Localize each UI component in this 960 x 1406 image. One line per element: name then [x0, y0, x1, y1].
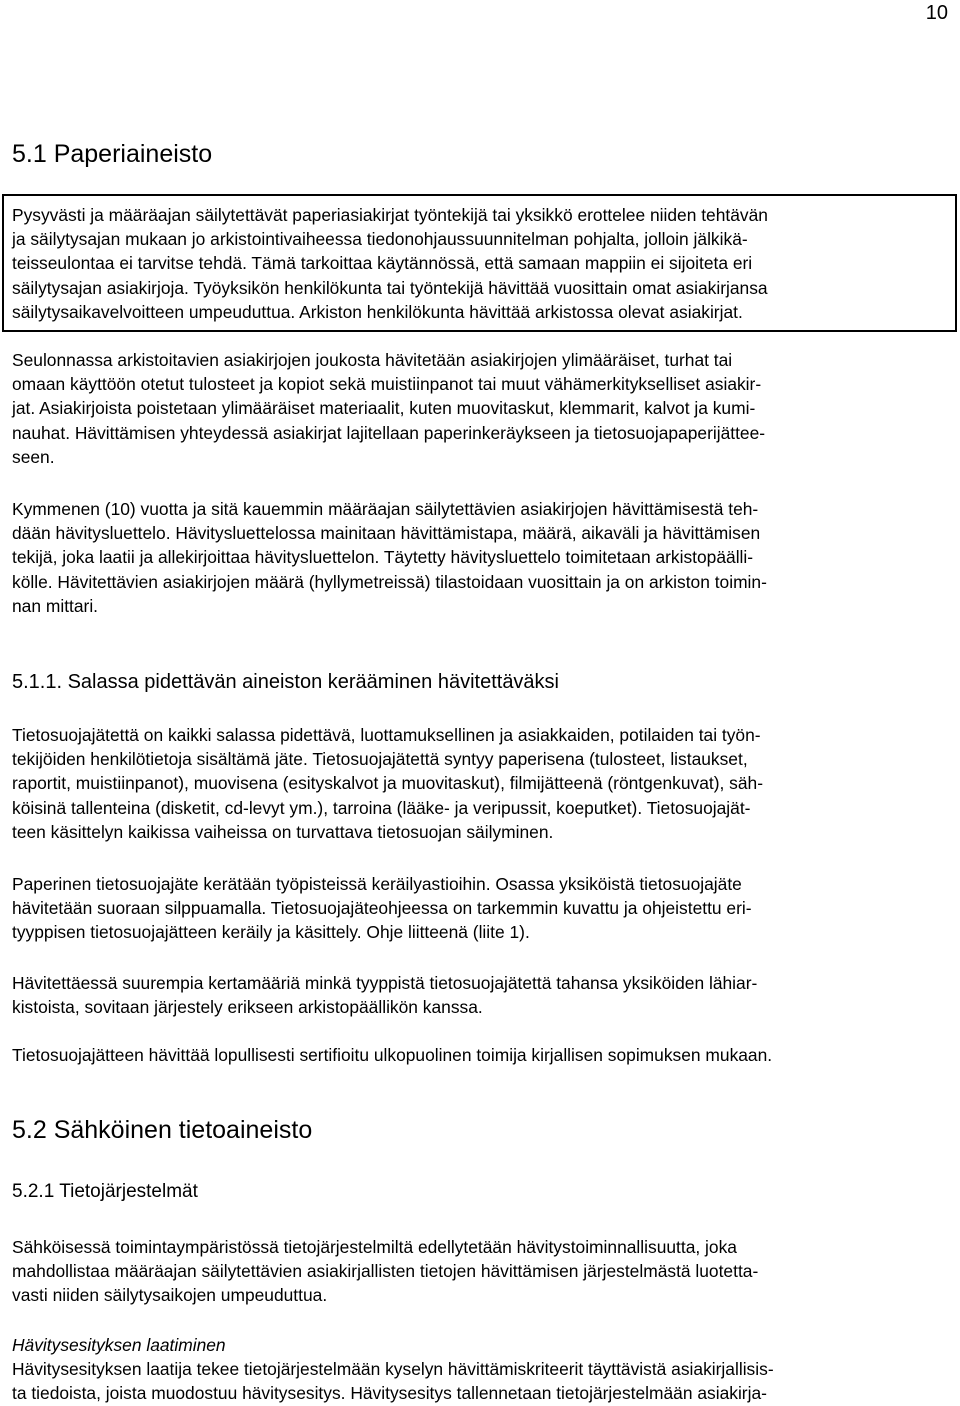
paragraph	[12, 497, 952, 618]
paragraph	[12, 1235, 952, 1308]
text-line: omaan käyttöön otetut tulosteet ja kopiot sekä muistiinpanot tai muut vähämerkitykselliset asiakir-	[12, 374, 762, 395]
page-number: 10	[925, 2, 948, 24]
text-line: teen käsittelyn kaikissa vaiheissa on turvattava tietosuojan säilyminen.	[12, 821, 554, 842]
paragraph	[12, 1043, 952, 1067]
text-line: Hävitysesityksen laatija tekee tietojärjestelmään kyselyn hävittämiskriteerit täyttävistä asiakirjallisis-	[12, 1359, 774, 1380]
text-line: nan mittari.	[12, 595, 99, 616]
boxed-paragraph	[12, 203, 952, 324]
text-line: mahdollistaa määräajan säilytettävien asiakirjallisten tietojen hävittämisen järjestelmästä luotetta-	[12, 1261, 759, 1282]
italic-subheading: Hävitysesityksen laatiminen	[12, 1335, 226, 1355]
paragraph	[12, 348, 952, 469]
text-line: tekijä, joka laatii ja allekirjoittaa hävitysluettelon. Täytetty hävitysluettelo toimitetaan arkistopäälli-	[12, 547, 754, 568]
text-line: kölle. Hävitettävien asiakirjojen määrä (hyllymetreissä) tilastoidaan vuosittain ja on arkiston toimin-	[12, 571, 767, 592]
text-line: hävitetään suoraan silppuamalla. Tietosuojajäteohjeessa on tarkemmin kuvattu ja ohjeistettu eri-	[12, 898, 752, 919]
section-heading-5-2-1: 5.2.1 Tietojärjestelmät	[12, 1181, 198, 1202]
paragraph	[12, 723, 952, 844]
section-heading-5-1: 5.1 Paperiaineisto	[12, 140, 213, 168]
text-line: Paperinen tietosuojajäte kerätään työpisteissä keräilyastioihin. Osassa yksiköistä tietosuojajäte	[12, 874, 742, 894]
text-line: jat. Asiakirjoista poistetaan ylimääräiset materiaalit, kuten muovitaskut, klemmarit, kalvot ja kumi-	[12, 398, 756, 419]
section-heading-5-1-1: 5.1.1. Salassa pidettävän aineiston kerääminen hävitettäväksi	[12, 671, 560, 693]
text-line: kistoista, sovitaan järjestely erikseen arkistopäällikön kanssa.	[12, 997, 483, 1018]
text-line: ja säilytysajan mukaan jo arkistointivaiheessa tiedonohjaussuunnitelman pohjalta, jolloin jälkikä-	[12, 229, 748, 250]
text-line: tyyppisen tietosuojajätteen keräily ja käsittely. Ohje liitteenä (liite 1).	[12, 922, 530, 943]
text-line: raportit, muistiinpanot), muovisena (esityskalvot ja muovitaskut), filmijätteenä (röntgenkuvat), säh-	[12, 773, 764, 794]
text-line: Seulonnassa arkistoitavien asiakirjojen joukosta hävitetään asiakirjojen ylimääräiset, turhat tai	[12, 350, 733, 370]
text-line: säilytysajan asiakirjoja. Työyksikön henkilökunta tai työntekijä hävittää vuosittain omat asiakirjansa	[12, 277, 768, 298]
section-heading-5-2: 5.2 Sähköinen tietoaineisto	[12, 1116, 313, 1144]
text-line: Tietosuojajätteen hävittää lopullisesti sertifioitu ulkopuolinen toimija kirjallisen sopimuksen mukaan.	[12, 1045, 773, 1065]
text-line: seen.	[12, 446, 55, 467]
text-line: Tietosuojajätettä on kaikki salassa pidettävä, luottamuksellinen ja asiakkaiden, potilaiden tai työn-	[12, 725, 761, 745]
text-line: Hävitettäessä suurempia kertamääriä minkä tyyppistä tietosuojajätettä tahansa yksiköiden lähiar-	[12, 973, 758, 993]
text-line: vasti niiden säilytysaikojen umpeuduttua.	[12, 1285, 328, 1306]
paragraph	[12, 872, 952, 945]
text-line: ta tiedoista, joista muodostuu hävitysesitys. Hävitysesitys tallennetaan tietojärjestelmään asiakirja-	[12, 1383, 767, 1404]
text-line: teisseulontaa ei tarvitse tehdä. Tämä tarkoittaa käytännössä, että samaan mappiin ei sijoiteta eri	[12, 253, 753, 274]
paragraph	[12, 971, 952, 1019]
text-line: Sähköisessä toimintaympäristössä tietojärjestelmiltä edellytetään hävitystoiminnallisuutta, joka	[12, 1237, 737, 1257]
text-line: säilytysaikavelvoitteen umpeuduttua. Arkiston henkilökunta hävittää arkistossa olevat asiakirjat.	[12, 301, 743, 322]
text-line: Kymmenen (10) vuotta ja sitä kauemmin määräajan säilytettävien asiakirjojen hävittämisestä teh-	[12, 499, 759, 519]
text-line: köisinä tallenteina (disketit, cd-levyt ym.), tarroina (lääke- ja veripussit, koeputket). Tietosuojajät-	[12, 797, 751, 818]
text-line: nauhat. Hävittämisen yhteydessä asiakirjat lajitellaan paperinkeräykseen ja tietosuojapaperijättee-	[12, 422, 766, 443]
text-line: tekijöiden henkilötietoja sisältämä jäte. Tietosuojajätettä syntyy paperisena (tulosteet, listaukset,	[12, 749, 748, 770]
paragraph	[12, 1333, 952, 1406]
text-line: dään hävitysluettelo. Hävitysluettelossa mainitaan hävittämistapa, määrä, aikaväli ja hävittämisen	[12, 523, 761, 544]
text-line: Pysyvästi ja määräajan säilytettävät paperiasiakirjat työntekijä tai yksikkö erottelee niiden tehtävän	[12, 205, 768, 225]
